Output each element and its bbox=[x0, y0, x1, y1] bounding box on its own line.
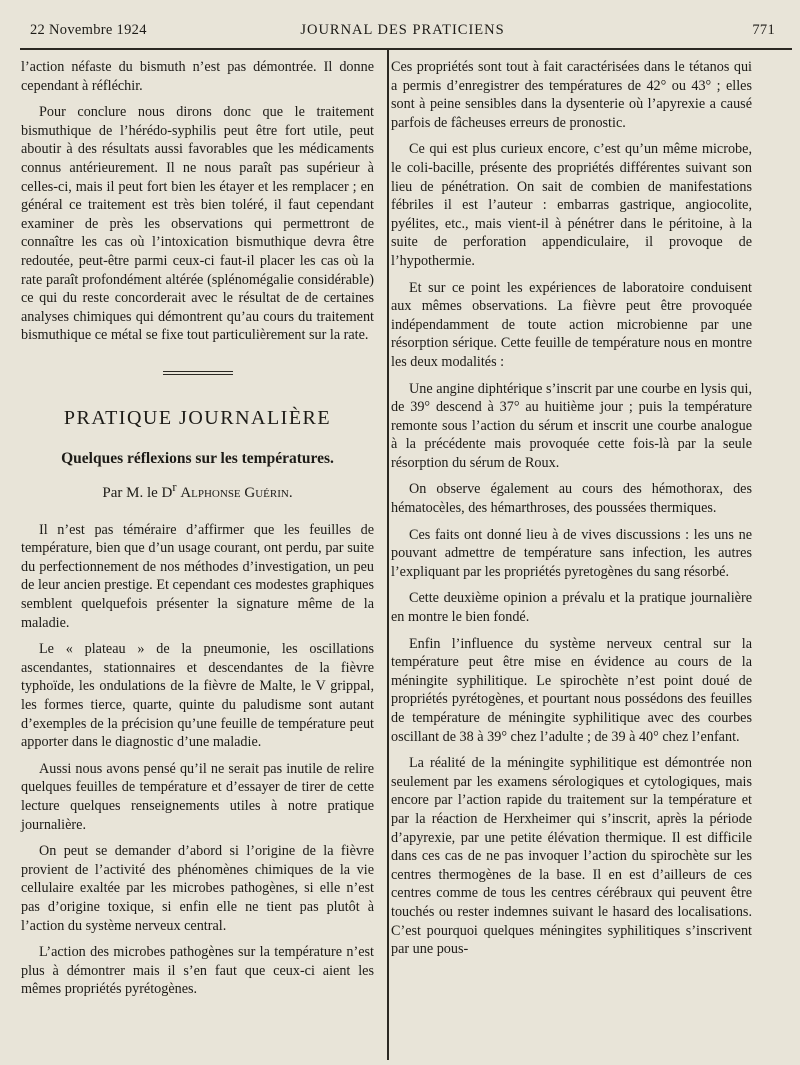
paragraph: On peut se demander d’abord si l’origine de la fièvre provient de l’activité des phénomènes chimiques de la vie cellulaire exaltée par les microbes pathogènes, si elle n’est pas d’origine toxique, si enfin elle ne tient pas plutôt à l’action du système nerveux central. bbox=[21, 843, 374, 934]
section-divider bbox=[163, 371, 233, 375]
paragraph: Une angine diphtérique s’inscrit par une courbe en lysis qui, de 39° descend à 37° au huitième jour ; puis la température remonte sous l’action du sérum et inscrit une courbe analogue à la précédente mais provoquée cette fois-là par la seule résorption du sérum de Roux. bbox=[391, 380, 752, 471]
paragraph: Il n’est pas téméraire d’affirmer que les feuilles de température, bien que d’un usage courant, ont perdu, par suite du perfectionnement de nos méthodes d’investigation, un peu de leur ancien prestige. Et cependant ces modestes graphiques semblent quelquefois présenter la signature même de la maladie. bbox=[21, 521, 374, 631]
left-column bbox=[21, 58, 374, 1007]
paragraph: L’action des microbes pathogènes sur la température n’est plus à démontrer mais il s’en faut que ceux-ci aient les mêmes propriétés pyrétogènes. bbox=[21, 944, 374, 998]
paragraph: Ces propriétés sont tout à fait caractérisées dans le tétanos qui a permis d’enregistrer des températures de 42° ou 43° ; elles sont à peine sensibles dans la dysenterie où l’apyrexie a causé parfois de fâcheuses erreurs de pronostic. bbox=[391, 59, 752, 131]
byline-sup: r bbox=[172, 480, 177, 495]
byline-prefix: Par M. le D bbox=[102, 485, 173, 502]
paragraph: Le « plateau » de la pneumonie, les oscillations ascendantes, stationnaires et descendantes de la fièvre typhoïde, les ondulations de la fièvre de Malte, le V grippal, les formes tierce, quarte, quinte du paludisme sont autant d’exemples de la précision qu’une feuille de température peut apporter dans le diagnostic d’une maladie. bbox=[21, 641, 374, 751]
header-rule bbox=[20, 48, 792, 50]
issue-date: 22 Novembre 1924 bbox=[30, 22, 147, 38]
paragraph: l’action néfaste du bismuth n’est pas démontrée. Il donne cependant à réfléchir. bbox=[21, 59, 374, 94]
paragraph: Et sur ce point les expériences de laboratoire conduisent aux mêmes observations. La fièvre peut être provoquée indépendamment de toute action microbienne par une résorption sérique. Cette feuille de température nous en montre les deux modalités : bbox=[391, 279, 752, 370]
paragraph: Cette deuxième opinion a prévalu et la pratique journalière en montre le bien fondé. bbox=[391, 590, 752, 626]
paragraph: Ces faits ont donné lieu à de vives discussions : les uns ne pouvant admettre de température sans infection, les autres l’expliquant par les propriétés pyretogènes du sang résorbé. bbox=[391, 526, 752, 580]
section-title: PRATIQUE JOURNALIÈRE bbox=[63, 406, 332, 429]
paragraph: Enfin l’influence du système nerveux central sur la température peut être mise en évidence au cours de la méningite syphilitique. Le spirochète n’est point doué de propriétés pyrétogènes, et pourtant nous possédons des feuilles de température de méningite syphilitique avec des courbes oscillant de 38 à 39° chez l’adulte ; de 39 à 40° chez l’enfant. bbox=[391, 635, 752, 745]
paragraph: La réalité de la méningite syphilitique est démontrée non seulement par les examens sérologiques et cytologiques, mais encore par l’action rapide du traitement sur la température et par la réaction de Herxheimer qui s’inscrit, après la période d’apyrexie, par une petite élévation thermique. Il est difficile dans ces cas de ne pas invoquer l’action du spirochète sur les centres thermogènes de la base. Il en est d’ailleurs de ces centres comme de tous les centres cérébraux qui peuvent être touchés ou rester indemnes suivant le hasard des localisations. C’est pourquoi quelques méningites syphilitiques s’inscrivent par une pous- bbox=[391, 755, 752, 958]
column-rule bbox=[387, 50, 389, 1060]
paragraph: Ce qui est plus curieux encore, c’est qu’un même microbe, le coli-bacille, présente des propriétés différentes suivant son lieu de pénétration. On sait de combien de manifestations fébriles il est l’auteur : embarras gastrique, angiocolite, pyélites, etc., mais vient-il à pénétrer dans le péritoine, à la suite de perforation appendiculaire, il provoque de l’hypothermie. bbox=[391, 141, 752, 269]
author-name: Alphonse Guérin. bbox=[180, 485, 293, 502]
right-column bbox=[391, 58, 752, 967]
byline bbox=[21, 478, 374, 503]
journal-title: JOURNAL DES PRATICIENS bbox=[300, 22, 505, 38]
paragraph: On observe également au cours des hémothorax, des hématocèles, des hémarthroses, des poussées thermiques. bbox=[391, 481, 752, 517]
article-title: Quelques réflexions sur les températures. bbox=[61, 449, 334, 467]
paragraph: Aussi nous avons pensé qu’il ne serait pas inutile de relire quelques feuilles de température et d’essayer de tirer de cette lecture quelques renseignements utiles à notre pratique journalière. bbox=[21, 760, 374, 833]
paragraph: Pour conclure nous dirons donc que le traitement bismuthique de l’hérédo-syphilis peut être fort utile, peut aboutir à des résultats aussi favorables que les médicaments connus antérieurement. Il ne nous paraît pas supérieur à celles-ci, mais il peut fort bien les étayer et les remplacer ; en général ce traitement est très bien toléré, il faut cependant examiner de près les observations qui permettront de connaître les cas où l’intoxication bismuthique devra être redoutée, peut-être parmi ceux-ci faut-il placer les cas où la rate paraît profondément altérée (splénomégalie considérable) ce qui du reste concorderait avec le résultat de de certaines analyses chimiques qui démontrent qu’au cours du traitement bismuthique ce métal se fixe tout particulièrement sur la rate. bbox=[21, 104, 374, 344]
page-number: 771 bbox=[752, 22, 775, 38]
page-header bbox=[30, 22, 775, 44]
